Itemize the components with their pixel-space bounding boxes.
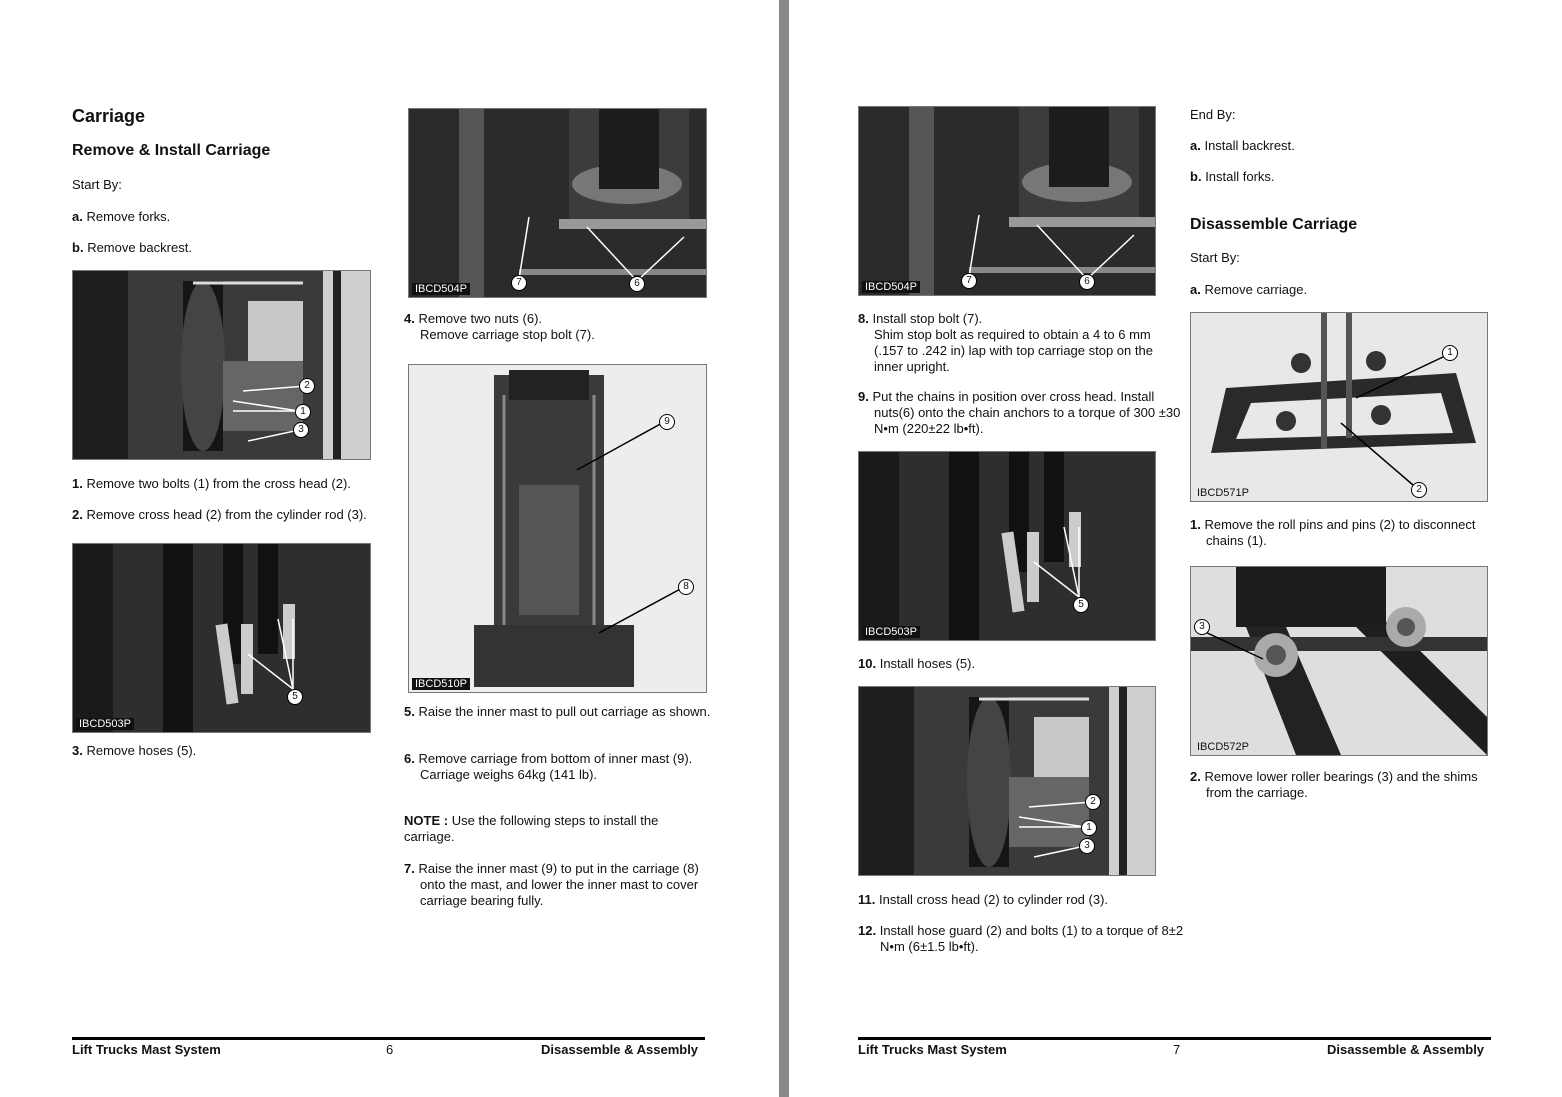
step-9: 9. Put the chains in position over cross head. Install nuts(6) onto the chain anchors to a torque of 300 ±30 N•m (220±22 lb•ft). — [858, 389, 1181, 436]
step-1: 1. Remove two bolts (1) from the cross head (2). — [72, 476, 351, 491]
right-page — [789, 0, 1562, 1097]
chain-anchors-illustration — [409, 109, 706, 297]
callout-6: 6 — [1079, 274, 1095, 290]
photo-label: IBCD504P — [862, 281, 920, 293]
post-step-a: a. Install backrest. — [1190, 138, 1295, 153]
hoses-illustration — [859, 452, 1155, 640]
footer-rule — [858, 1037, 1491, 1040]
callout-1: 1 — [295, 404, 311, 420]
disassemble-step-2: 2. Remove lower roller bearings (3) and the shims from the carriage. — [1190, 769, 1478, 800]
carriage-frame-illustration — [1191, 313, 1487, 501]
step-8: 8. Install stop bolt (7). Shim stop bolt as required to obtain a 4 to 6 mm (.157 to .242 in) lap with top carriage stop on the inner upright. — [858, 311, 1153, 374]
callout-5: 5 — [1073, 597, 1089, 613]
photo-label: IBCD572P — [1197, 741, 1249, 753]
section-title: Carriage — [72, 106, 146, 126]
cross-head-illustration — [73, 271, 370, 459]
start-by-label: Start By: — [72, 177, 122, 192]
callout-2: 2 — [1411, 482, 1427, 498]
photo-cross-head — [72, 270, 371, 460]
photo-label: IBCD571P — [1197, 487, 1249, 499]
left-page — [0, 0, 779, 1097]
photo-chain-anchors — [858, 106, 1156, 296]
section-subtitle: Remove & Install Carriage — [72, 142, 271, 159]
photo-hoses — [858, 451, 1156, 641]
page-number: 6 — [386, 1042, 394, 1057]
callout-6: 6 — [629, 276, 645, 292]
photo-label: IBCD503P — [862, 626, 920, 638]
callout-2: 2 — [1085, 794, 1101, 810]
footer-rule — [72, 1037, 705, 1040]
pre-step-a: a. Remove forks. — [72, 209, 171, 224]
callout-2: 2 — [299, 378, 315, 394]
step-3: 3. Remove hoses (5). — [72, 743, 197, 758]
photo-cross-head — [858, 686, 1156, 876]
photo-carriage-frame — [1190, 312, 1488, 502]
roller-bearings-illustration — [1191, 567, 1487, 755]
end-by-label: End By: — [1190, 107, 1236, 122]
callout-7: 7 — [961, 273, 977, 289]
callout-3: 3 — [1079, 838, 1095, 854]
mast-illustration — [409, 365, 706, 692]
callout-7: 7 — [511, 275, 527, 291]
disassemble-step-1: 1. Remove the roll pins and pins (2) to disconnect chains (1). — [1190, 517, 1476, 548]
step-4: 4. Remove two nuts (6). Remove carriage stop bolt (7). — [404, 311, 595, 342]
callout-8: 8 — [678, 579, 694, 595]
hoses-illustration — [73, 544, 370, 732]
callout-3: 3 — [1194, 619, 1210, 635]
footer-section: Disassemble & Assembly — [541, 1042, 699, 1057]
step-10: 10. Install hoses (5). — [858, 656, 976, 671]
footer-doc-title: Lift Trucks Mast System — [72, 1042, 221, 1057]
callout-9: 9 — [659, 414, 675, 430]
callout-1: 1 — [1081, 820, 1097, 836]
step-7: 7. Raise the inner mast (9) to put in the carriage (8) onto the mast, and lower the inner mast to cover carriage bearing fully. — [404, 861, 699, 908]
footer-doc-title: Lift Trucks Mast System — [858, 1042, 1007, 1057]
post-step-b: b. Install forks. — [1190, 169, 1275, 184]
cross-head-illustration — [859, 687, 1155, 875]
pre-step-b: b. Remove backrest. — [72, 240, 192, 255]
section-subtitle: Disassemble Carriage — [1190, 216, 1358, 233]
step-6: 6. Remove carriage from bottom of inner mast (9). Carriage weighs 64kg (141 lb). — [404, 751, 693, 782]
callout-3: 3 — [293, 422, 309, 438]
chain-anchors-illustration — [859, 107, 1155, 295]
note: NOTE : Use the following steps to install the carriage. — [404, 813, 659, 844]
photo-hoses — [72, 543, 371, 733]
callout-1: 1 — [1442, 345, 1458, 361]
photo-label: IBCD503P — [76, 718, 134, 730]
page-number: 7 — [1173, 1042, 1181, 1057]
step-2: 2. Remove cross head (2) from the cylinder rod (3). — [72, 507, 367, 522]
photo-label: IBCD504P — [412, 283, 470, 295]
photo-mast — [408, 364, 707, 693]
footer-section: Disassemble & Assembly — [1327, 1042, 1485, 1057]
callout-5: 5 — [287, 689, 303, 705]
start-by-label: Start By: — [1190, 250, 1240, 265]
step-11: 11. Install cross head (2) to cylinder rod (3). — [858, 892, 1109, 907]
pre-step-a: a. Remove carriage. — [1190, 282, 1308, 297]
photo-chain-anchors — [408, 108, 707, 298]
step-5: 5. Raise the inner mast to pull out carriage as shown. — [404, 704, 711, 719]
photo-roller-bearings — [1190, 566, 1488, 756]
step-12: 12. Install hose guard (2) and bolts (1) to a torque of 8±2 N•m (6±1.5 lb•ft). — [858, 923, 1184, 954]
photo-label: IBCD510P — [412, 678, 470, 690]
